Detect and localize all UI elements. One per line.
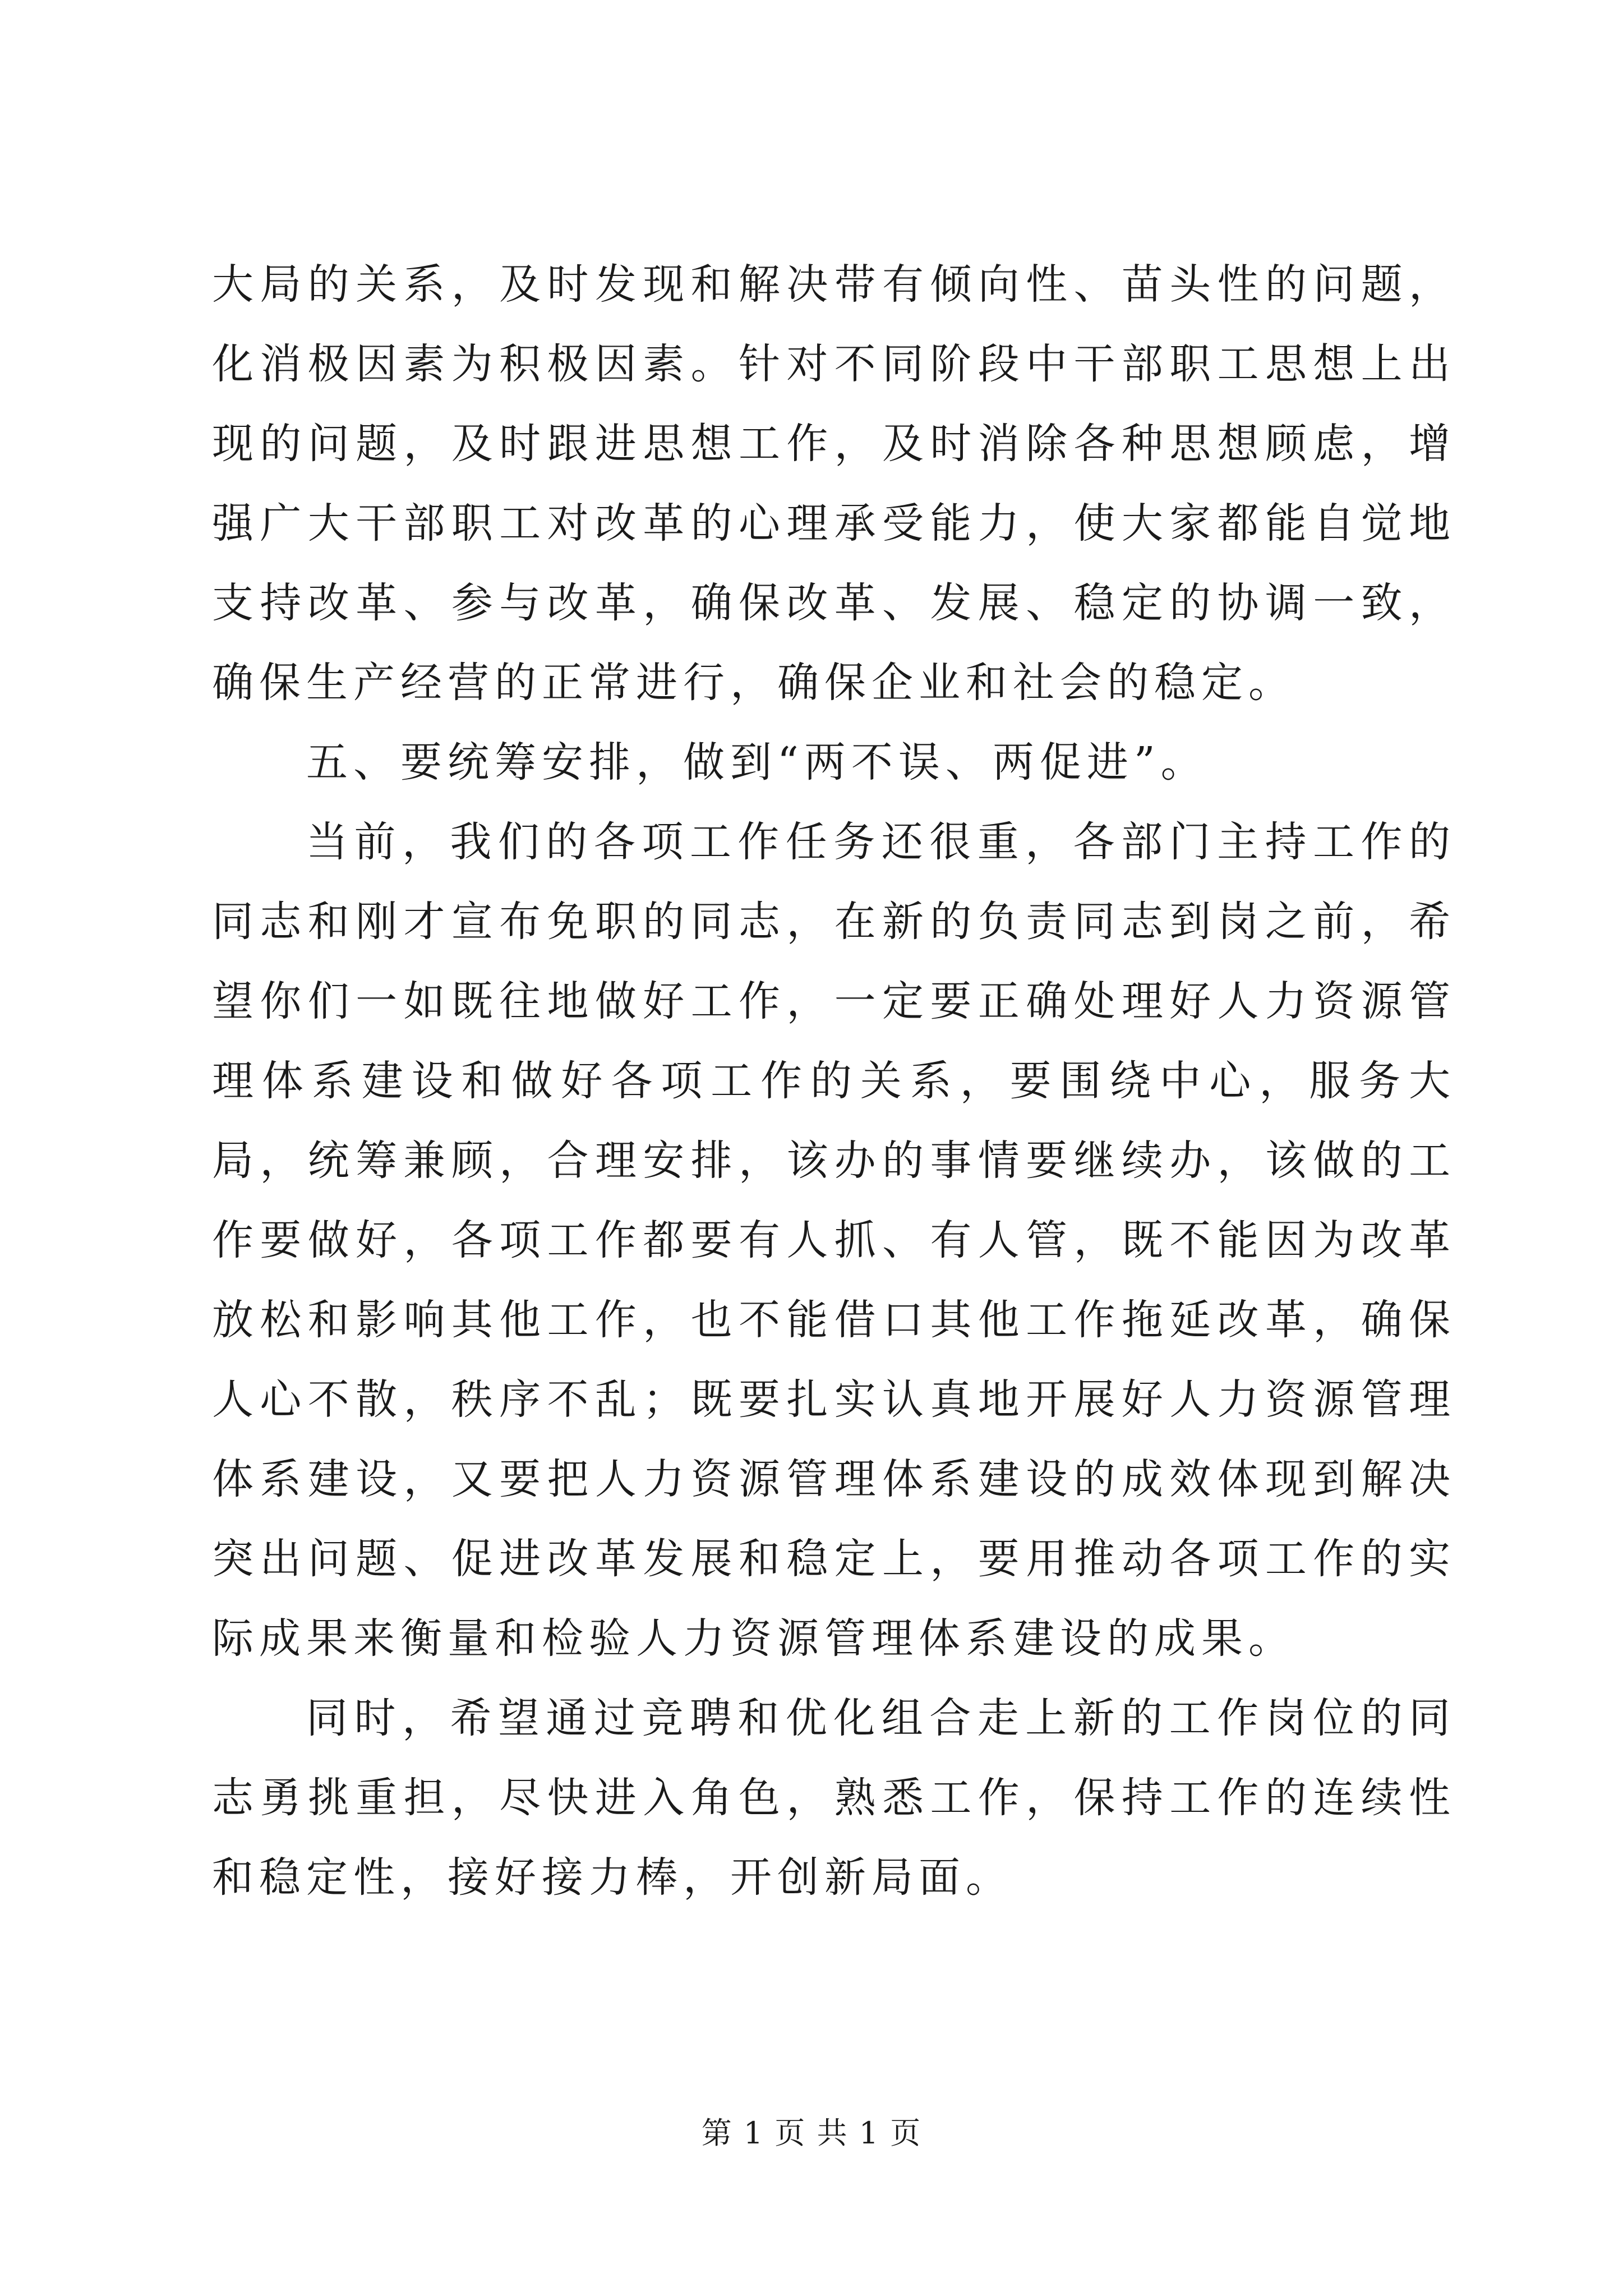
paragraph-closing: 同时，希望通过竞聘和优化组合走上新的工作岗位的同志勇挑重担，尽快进入角色，熟悉工作，保持工作的连续性和稳定性，接好接力棒，开创新局面。 xyxy=(212,1694,1456,1902)
section-heading: 五、要统筹安排，做到“两不误、两促进”。 xyxy=(306,738,1208,786)
paragraph-current-work: 当前，我们的各项工作任务还很重，各部门主持工作的同志和刚才宣布免职的同志，在新的负责同志到岗之前，希望你们一如既往地做好工作，一定要正确处理好人力资源管理体系建设和做好各项工作的关系，要围绕中心，服务大局，统筹兼顾，合理安排，该办的事情要继续办，该做的工作要做好，各项工作都要有人抓、有人管，既不能因为改革放松和影响其他工作，也不能借口其他工作拖延改革，确保人心不散，秩序不乱；既要扎实认真地开展好人力资源管理体系建设，又要把人力资源管理体系建设的成效体现到解决突出问题、促进改革发展和稳定上，要用推动各项工作的实际成果来衡量和检验人力资源管理体系建设的成果。 xyxy=(212,818,1456,1663)
page-number-footer: 第 1 页 共 1 页 xyxy=(701,2115,922,2151)
document-body xyxy=(212,245,1456,1917)
paragraph-continuation: 大局的关系，及时发现和解决带有倾向性、苗头性的问题，化消极因素为积极因素。针对不同阶段中干部职工思想上出现的问题，及时跟进思想工作，及时消除各种思想顾虑，增强广大干部职工对改革的心理承受能力，使大家都能自觉地支持改革、参与改革，确保改革、发展、稳定的协调一致，确保生产经营的正常进行，确保企业和社会的稳定。 xyxy=(212,260,1456,707)
